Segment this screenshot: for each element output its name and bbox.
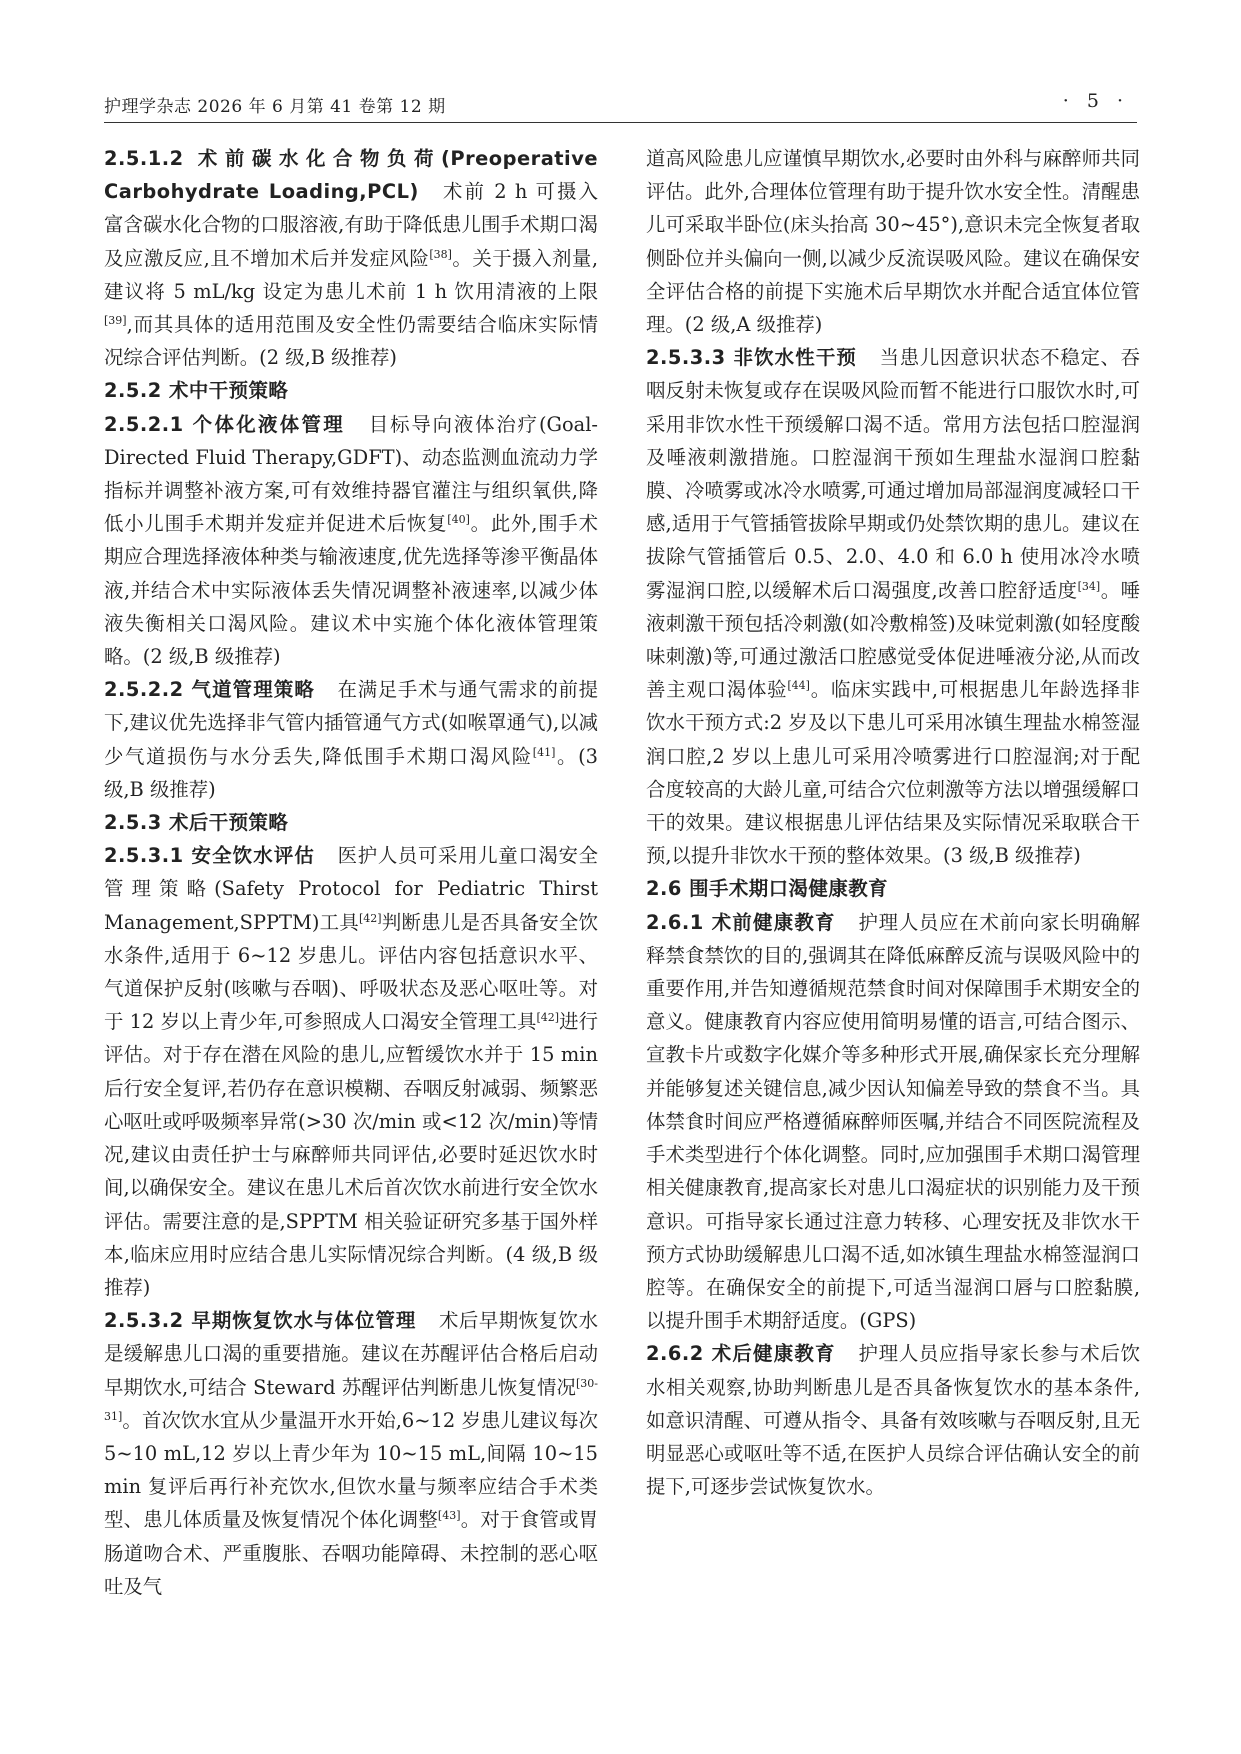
- body-text: ,而其具体的适用范围及安全性仍需要结合临床实际情况综合评估判断。(2 级,B 级推荐): [104, 313, 598, 370]
- paragraph: [646, 341, 1140, 872]
- paragraph: [104, 839, 598, 1304]
- running-header: [104, 88, 1137, 123]
- paragraph: [104, 806, 598, 839]
- body-text: 护理人员应在术前向家长明确解释禁食禁饮的目的,强调其在降低麻醉反流与误吸风险中的重要作用,并告知遵循规范禁食时间对保障围手术期安全的意义。健康教育内容应使用简明易懂的语言,可结合图示、宣教卡片或数字化媒介等多种形式开展,确保家长充分理解并能够复述关键信息,减少因认知偏差导致的禁食不当。具体禁食时间应严格遵循麻醉师医嘱,并结合不同医院流程及手术类型进行个体化调整。同时,应加强围手术期口渴管理相关健康教育,提高家长对患儿口渴症状的识别能力及干预意识。可指导家长通过注意力转移、心理安抚及非饮水干预方式协助缓解患儿口渴不适,如冰镇生理盐水棉签湿润口腔等。在确保安全的前提下,可适当湿润口唇与口腔黏膜,以提升围手术期舒适度。(GPS): [646, 910, 1140, 1333]
- section-heading: 2.6.1 术前健康教育: [646, 910, 836, 934]
- citation-ref: [40]: [447, 513, 470, 527]
- section-heading: 2.5.3 术后干预策略: [104, 811, 289, 835]
- section-heading: 2.6 围手术期口渴健康教育: [646, 877, 889, 901]
- body-text: 当患儿因意识状态不稳定、吞咽反射未恢复或存在误吸风险而暂不能进行口服饮水时,可采用非饮水性干预缓解口渴不适。常用方法包括口腔湿润及唾液刺激措施。口腔湿润干预如生理盐水湿润口腔黏膜、冷喷雾或冰冷水喷雾,可通过增加局部湿润度减轻口干感,适用于气管插管拔除早期或仍处禁饮期的患儿。建议在拔除气管插管后 0.5、2.0、4.0 和 6.0 h 使用冰冷水喷雾湿润口腔,以缓解术后口渴强度,改善口腔舒适度: [646, 346, 1140, 602]
- paragraph: [104, 408, 598, 674]
- right-column: [646, 142, 1140, 1503]
- body-text: 。此外,围手术期应合理选择液体种类与输液速度,优先选择等渗平衡晶体液,并结合术中实际液体丢失情况调整补液速率,以减少体液失衡相关口渴风险。建议术中实施个体化液体管理策略。(2 级,B 级推荐): [104, 512, 598, 669]
- body-text: 目标导向液体治疗(Goal-Directed Fluid Therapy,GDFT)、动态监测血流动力学指标并调整补液方案,可有效维持器官灌注与组织氧供,降低小儿围手术期并发症并促进术后恢复: [104, 412, 598, 536]
- body-text: 。(3 级,B 级推荐): [104, 744, 598, 801]
- section-heading: 2.5.2.2 气道管理策略: [104, 678, 315, 702]
- body-text: 。唾液刺激干预包括冷刺激(如冷敷棉签)及味觉刺激(如轻度酸味刺激)等,可通过激活口腔感觉受体促进唾液分泌,从而改善主观口渴体验: [646, 578, 1141, 702]
- citation-ref: [34]: [1077, 579, 1101, 593]
- citation-ref: [41]: [532, 745, 556, 759]
- citation-ref: [30-31]: [104, 1376, 598, 1423]
- page-number: · 5 ·: [1062, 90, 1129, 112]
- section-heading: 2.5.3.1 安全饮水评估: [104, 844, 315, 868]
- section-heading: 2.5.2 术中干预策略: [104, 379, 289, 403]
- paragraph: [646, 142, 1140, 341]
- section-heading: 2.5.3.3 非饮水性干预: [646, 346, 857, 370]
- left-column: [104, 142, 598, 1603]
- body-text: 。对于食管或胃肠道吻合术、严重腹胀、吞咽功能障碍、未控制的恶心呕吐及气: [104, 1508, 599, 1598]
- body-text: 术前 2 h 可摄入富含碳水化合物的口服溶液,有助于降低患儿围手术期口渴及应激反应,且不增加术后并发症风险: [104, 180, 598, 270]
- citation-ref: [39]: [104, 314, 127, 328]
- paragraph: [104, 374, 598, 407]
- section-heading: 2.5.2.1 个体化液体管理: [104, 412, 345, 436]
- body-text: 医护人员可采用儿童口渴安全管理策略(Safety Protocol for Pediatric Thirst Management,SPPTM)工具: [104, 844, 598, 934]
- paragraph: [104, 673, 598, 806]
- paragraph: [646, 1337, 1140, 1503]
- paragraph: [646, 906, 1140, 1338]
- body-text: 进行评估。对于存在潜在风险的患儿,应暂缓饮水并于 15 min 后行安全复评,若仍存在意识模糊、吞咽反射减弱、频繁恶心呕吐或呼吸频率异常(>30 次/min 或<12 次/min)等情况,建议由责任护士与麻醉师共同评估,必要时延迟饮水时间,以确保安全。建议在患儿术后首次饮水前进行安全饮水评估。需要注意的是,SPPTM 相关验证研究多基于国外样本,临床应用时应结合患儿实际情况综合判断。(4 级,B 级推荐): [104, 1010, 599, 1299]
- body-text: 判断患儿是否具备安全饮水条件,适用于 6~12 岁患儿。评估内容包括意识水平、气道保护反射(咳嗽与吞咽)、呼吸状态及恶心呕吐等。对于 12 岁以上青少年,可参照成人口渴安全管理工具: [104, 910, 598, 1034]
- body-text: 。关于摄入剂量,建议将 5 mL/kg 设定为患儿术前 1 h 饮用清液的上限: [104, 246, 598, 303]
- journal-issue: 护理学杂志 2026 年 6 月第 41 卷第 12 期: [104, 97, 446, 117]
- citation-ref: [38]: [429, 247, 452, 261]
- citation-ref: [42]: [536, 1011, 560, 1025]
- citation-ref: [43]: [437, 1509, 461, 1523]
- section-heading: 2.5.1.2 术前碳水化合物负荷(Preoperative Carbohydrate Loading,PCL): [104, 147, 598, 204]
- citation-ref: [44]: [787, 679, 810, 693]
- citation-ref: [42]: [359, 911, 382, 925]
- paragraph: [104, 142, 598, 374]
- section-heading: 2.6.2 术后健康教育: [646, 1342, 836, 1366]
- paragraph: [104, 1304, 598, 1603]
- body-text: 道高风险患儿应谨慎早期饮水,必要时由外科与麻醉师共同评估。此外,合理体位管理有助于提升饮水安全性。清醒患儿可采取半卧位(床头抬高 30~45°),意识未完全恢复者取侧卧位并头偏向一侧,以减少反流误吸风险。建议在确保安全评估合格的前提下实施术后早期饮水并配合适宜体位管理。(2 级,A 级推荐): [646, 147, 1140, 337]
- body-text: 。首次饮水宜从少量温开水开始,6~12 岁患儿建议每次 5~10 mL,12 岁以上青少年为 10~15 mL,间隔 10~15 min 复评后再行补充饮水,但饮水量与频率应结合手术类型、患儿体质量及恢复情况个体化调整: [104, 1408, 598, 1532]
- body-text: 护理人员应指导家长参与术后饮水相关观察,协助判断患儿是否具备恢复饮水的基本条件,如意识清醒、可遵从指令、具备有效咳嗽与吞咽反射,且无明显恶心或呕吐等不适,在医护人员综合评估确认安全的前提下,可逐步尝试恢复饮水。: [646, 1342, 1140, 1499]
- section-heading: 2.5.3.2 早期恢复饮水与体位管理: [104, 1309, 417, 1333]
- body-text: 在满足手术与通气需求的前提下,建议优先选择非气管内插管通气方式(如喉罩通气),以减少气道损伤与水分丢失,降低围手术期口渴风险: [104, 678, 598, 768]
- body-text: 术后早期恢复饮水是缓解患儿口渴的重要措施。建议在苏醒评估合格后启动早期饮水,可结合 Steward 苏醒评估判断患儿恢复情况: [104, 1309, 598, 1399]
- body-text: 。临床实践中,可根据患儿年龄选择非饮水干预方式:2 岁及以下患儿可采用冰镇生理盐水棉签湿润口腔,2 岁以上患儿可采用冷喷雾进行口腔湿润;对于配合度较高的大龄儿童,可结合穴位刺激等方法以增强缓解口干的效果。建议根据患儿评估结果及实际情况采取联合干预,以提升非饮水干预的整体效果。(3 级,B 级推荐): [646, 678, 1141, 868]
- paragraph: [646, 872, 1140, 905]
